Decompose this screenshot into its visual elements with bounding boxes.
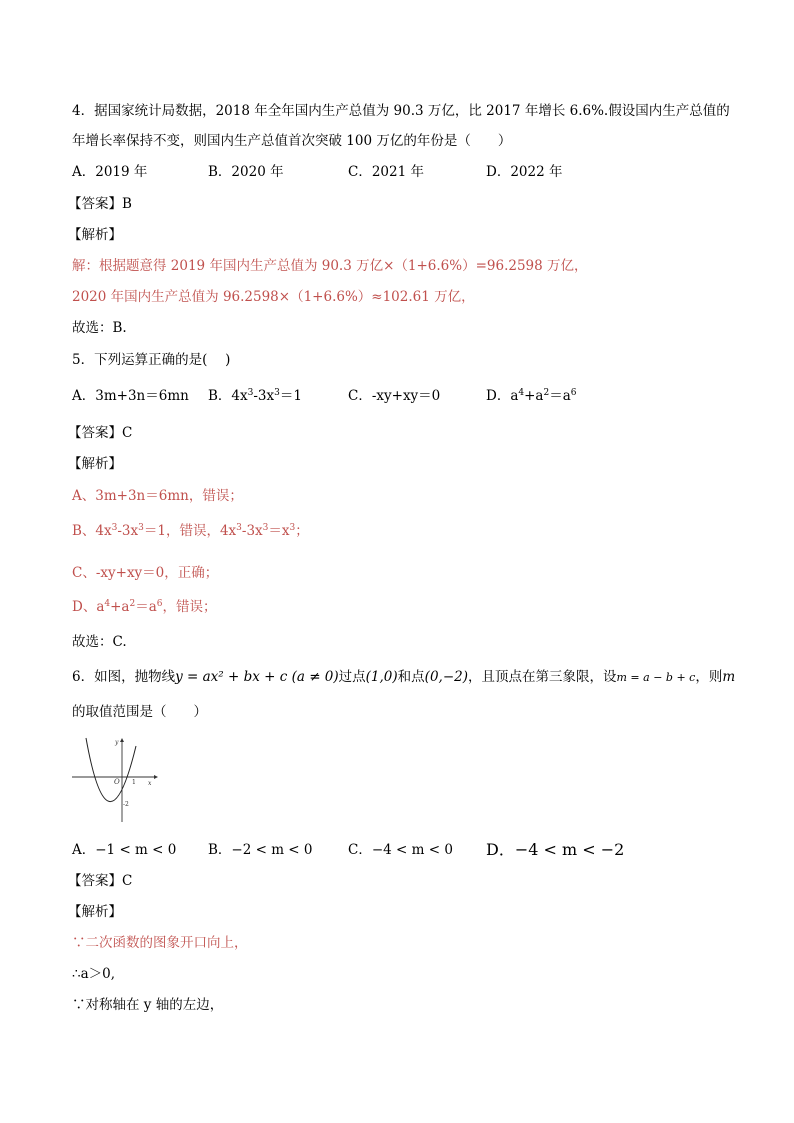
q4-option-c: C．2021 年 bbox=[348, 164, 424, 180]
x-label: x bbox=[148, 780, 152, 787]
q5-analysis-title: 【解析】 bbox=[68, 456, 122, 472]
q5-option-a: A．3m+3n＝6mn bbox=[72, 388, 189, 404]
q4-stem-line2: 年增长率保持不变，则国内生产总值首次突破 100 万亿的年份是（ ） bbox=[72, 133, 512, 149]
y-axis-arrow bbox=[120, 738, 124, 742]
q5-conclusion: 故选：C. bbox=[72, 634, 127, 650]
q6-option-d: D．−4 < m < −2 bbox=[486, 840, 625, 859]
q6-stem-line1: 6．如图，抛物线y = ax² + bx + c (a ≠ 0)过点(1,0)和点(0,−2)，且顶点在第三象限，设m = a − b + c，则m bbox=[72, 669, 736, 685]
q5-analysis-a: A、3m+3n＝6mn，错误； bbox=[72, 488, 243, 504]
parabola-curve bbox=[86, 738, 136, 802]
q6-equation: y = ax² + bx + c (a ≠ 0) bbox=[175, 669, 339, 685]
q5-analysis-b: B、$4x^3-3x^3=1$，错误，$4x^3-3x^3=x^3$； bbox=[72, 523, 309, 539]
q6-option-b: B．−2 < m < 0 bbox=[208, 842, 313, 858]
q6-parabola-graph bbox=[70, 736, 160, 824]
q4-analysis-line1: 解：根据题意得 2019 年国内生产总值为 90.3 万亿×（1+6.6%）=96.2598 万亿， bbox=[72, 258, 588, 274]
q6-analysis-line2: ∴a＞0, bbox=[72, 966, 116, 982]
q4-answer: 【答案】B bbox=[68, 196, 132, 212]
q5-stem: 5．下列运算正确的是( ) bbox=[72, 352, 231, 368]
q5-answer: 【答案】C bbox=[68, 425, 133, 441]
q5-analysis-c: C、-xy+xy＝0，正确； bbox=[72, 565, 219, 581]
q4-option-b: B．2020 年 bbox=[208, 164, 284, 180]
q6-stem-line2: 的取值范围是（ ） bbox=[72, 704, 207, 720]
q4-stem-line1: 4．据国家统计局数据，2018 年全年国内生产总值为 90.3 万亿，比 2017 年增长 6.6%.假设国内生产总值的 bbox=[72, 103, 730, 119]
origin-label: O bbox=[114, 778, 120, 786]
y-label: y bbox=[115, 739, 119, 746]
q4-option-a: A．2019 年 bbox=[72, 164, 148, 180]
q6-option-c: C．−4 < m < 0 bbox=[348, 842, 453, 858]
x-axis-arrow bbox=[154, 775, 158, 779]
q6-answer: 【答案】C bbox=[68, 873, 133, 889]
q5-option-c: C．-xy+xy＝0 bbox=[348, 388, 441, 404]
one-label: 1 bbox=[132, 779, 136, 786]
q5-analysis-d: D、$a^4+a^2=a^6$，错误； bbox=[72, 599, 217, 615]
q4-conclusion: 故选：B. bbox=[72, 320, 127, 336]
q6-analysis-title: 【解析】 bbox=[68, 904, 122, 920]
q4-analysis-line2: 2020 年国内生产总值为 96.2598×（1+6.6%）≈102.61 万亿， bbox=[72, 289, 475, 305]
q6-analysis-line3: ∵对称轴在 y 轴的左边， bbox=[72, 997, 224, 1013]
q6-option-a: A．−1 < m < 0 bbox=[72, 842, 177, 858]
q4-analysis-title: 【解析】 bbox=[68, 227, 122, 243]
neg2-label: -2 bbox=[123, 801, 129, 808]
q5-option-b: B．$4x^3-3x^3=1$ bbox=[208, 388, 302, 404]
q6-analysis-line1: ∵二次函数的图象开口向上， bbox=[72, 935, 248, 951]
q4-option-d: D．2022 年 bbox=[486, 164, 563, 180]
q5-option-d: D．$a^4+a^2=a^6$ bbox=[486, 388, 577, 404]
